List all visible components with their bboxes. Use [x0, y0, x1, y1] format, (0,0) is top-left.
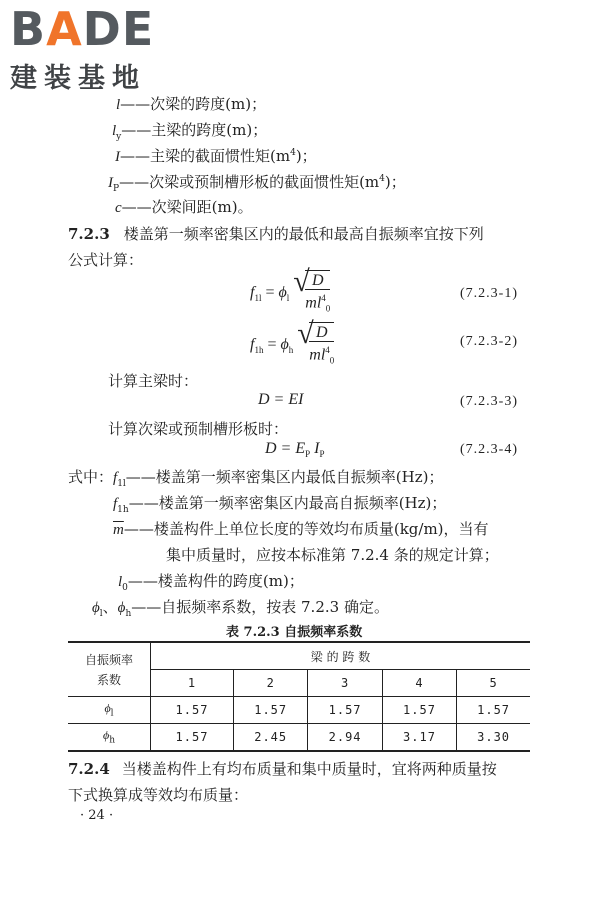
- symbol-def-I: I——主梁的截面惯性矩$(m^4)$；: [115, 147, 317, 165]
- symbol-def-IP: $I_P——$次梁或预制槽形板的截面惯性矩$(m^4)$；: [108, 173, 406, 194]
- where-f1h: $f_{1h}——$楼盖第一频率密集区内最高自振频率(Hz)；: [113, 494, 447, 515]
- bade-logo: [10, 4, 154, 95]
- symbol-def-ly: $l_y——$主梁的跨度(m)；: [112, 121, 268, 142]
- table-cell: 1.57: [151, 697, 234, 724]
- table-row: [68, 724, 530, 752]
- table-row: [68, 697, 530, 724]
- frequency-coefficient-table: [68, 641, 530, 752]
- table-cell: 4: [382, 670, 456, 697]
- secondary-beam-label: 计算次梁或预制槽形板时：: [108, 420, 289, 438]
- where-f1l: 式中：$f_{1l}——$楼盖第一频率密集区内最低自振频率(Hz)；: [68, 468, 444, 489]
- logo-subtitle: 建装基地: [10, 63, 146, 94]
- table-row-label: $\phi_h$: [68, 724, 151, 752]
- formula-f1h: $f_{1h} = \phi_h$ √ $\frac{D}{ml^4_0}$: [250, 322, 334, 369]
- equation-number-7-2-3-2: (7.2.3-2): [460, 334, 518, 349]
- table-cell: 3: [308, 670, 382, 697]
- table-caption: 表 7.2.3 自振频率系数: [226, 625, 363, 640]
- page-number: · 24 ·: [80, 808, 114, 823]
- table-cell: 3.17: [382, 724, 456, 752]
- where-prefix: 式中：: [68, 468, 114, 486]
- table-cell: 2: [234, 670, 308, 697]
- table-cell: 3.30: [457, 724, 530, 752]
- formula-secondary-beam: $D = E_P$ $I_P$: [265, 440, 325, 460]
- where-m-continuation: 集中质量时，应按本标准第 7.2.4 条的规定计算；: [166, 546, 499, 564]
- section-7-2-4-number: 7.2.4: [68, 760, 110, 778]
- section-7-2-3-number: 7.2.3: [68, 225, 110, 243]
- table-cell: 1.57: [308, 697, 382, 724]
- table-cell: 5: [457, 670, 530, 697]
- formula-f1l: $f_{1l} = \phi_l$ √ $\frac{D}{ml^4_0}$: [250, 270, 330, 317]
- table-cell: 1.57: [457, 697, 530, 724]
- section-7-2-3-line1: 7.2.3 楼盖第一频率密集区内的最低和最高自振频率宜按下列: [68, 225, 484, 243]
- table-cell: 2.45: [234, 724, 308, 752]
- table-row-label: $\phi_l$: [68, 697, 151, 724]
- table-header-row: [68, 642, 530, 670]
- where-l0: $l_0——$楼盖构件的跨度(m)；: [118, 572, 304, 593]
- table-cell: 1.57: [234, 697, 308, 724]
- where-m: $\overline{m}——$楼盖构件上单位长度的等效均布质量(kg/m)，当有: [113, 520, 489, 538]
- table-span-header: 梁 的 跨 数: [151, 642, 531, 670]
- table-cell: 2.94: [308, 724, 382, 752]
- table-cell: 1.57: [382, 697, 456, 724]
- equation-number-7-2-3-1: (7.2.3-1): [460, 286, 518, 301]
- formula-main-beam: D = EI: [258, 391, 304, 408]
- table-cell: 1.57: [151, 724, 234, 752]
- equation-number-7-2-3-4: (7.2.3-4): [460, 442, 518, 457]
- section-7-2-4-line2: 下式换算成等效均布质量：: [68, 786, 249, 804]
- table-corner-cell: 自振频率 系数: [68, 642, 151, 697]
- section-7-2-3-line2: 公式计算：: [68, 251, 144, 269]
- main-beam-label: 计算主梁时：: [108, 372, 199, 390]
- symbol-def-c: c——次梁间距(m)。: [115, 198, 253, 216]
- where-phi: $\phi_l$、$\phi_h——$自振频率系数，按表 7.2.3 确定。: [92, 598, 389, 619]
- table-cell: 1: [151, 670, 234, 697]
- section-7-2-4-line1: 7.2.4 当楼盖构件上有均布质量和集中质量时，宜将两种质量按: [68, 760, 497, 778]
- equation-number-7-2-3-3: (7.2.3-3): [460, 394, 518, 409]
- symbol-def-l: l——次梁的跨度(m)；: [116, 95, 267, 113]
- logo-wordmark: BADE: [10, 2, 155, 56]
